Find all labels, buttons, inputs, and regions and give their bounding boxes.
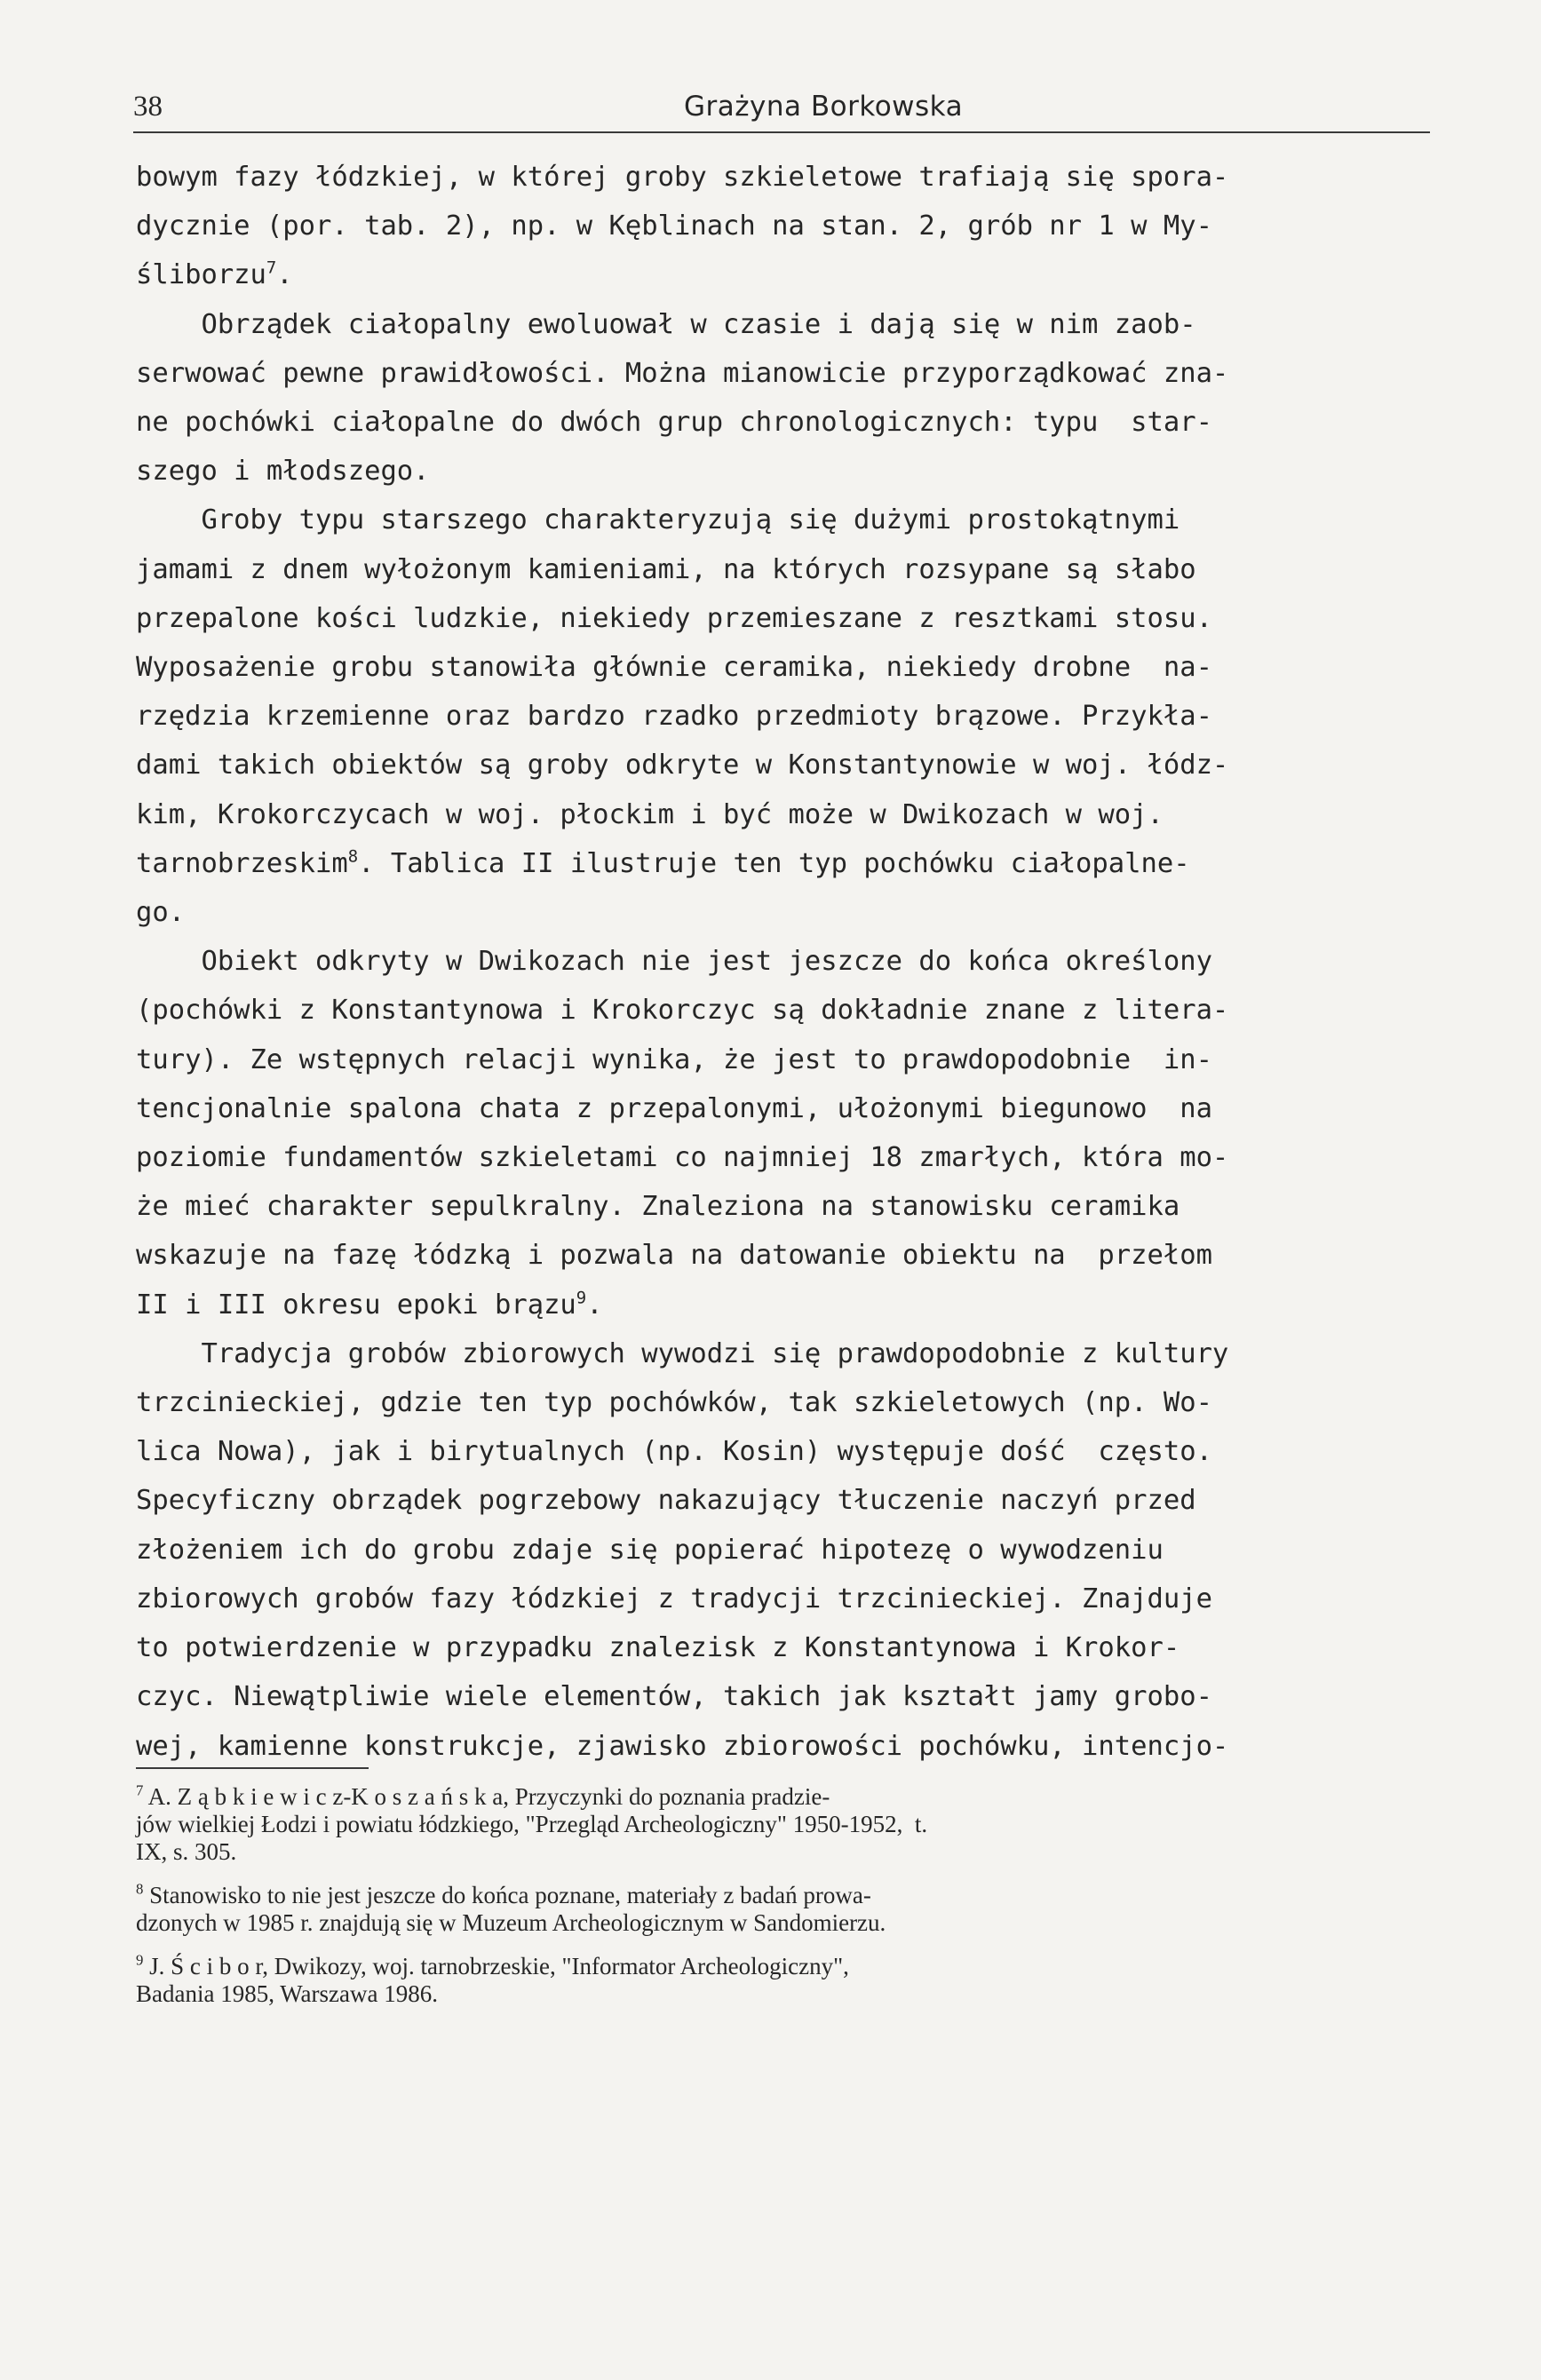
text-segment: . [276,259,293,291]
text-line [136,496,1433,544]
footnote-text: dzonych w 1985 r. znajdują się w Muzeum Archeologicznym w Sandomierzu. [136,1909,886,1936]
text-segment: Specyficzny obrządek pogrzebowy nakazujący tłuczenie naczyń przed [136,1485,1196,1517]
footnote-line [136,1783,1433,1811]
text-line [136,643,1433,692]
footnote-line [136,1909,1433,1937]
text-segment: kim, Krokorczycach w woj. płockim i być może w Dwikozach w woj. [136,798,1164,830]
page-number: 38 [133,91,163,123]
text-segment: wej, kamienne konstrukcje, zjawisko zbiorowości pochówku, intencjo- [136,1730,1229,1762]
text-segment: złożeniem ich do grobu zdaje się popierać hipotezę o wywodzeniu [136,1534,1164,1566]
text-line [136,153,1433,202]
text-segment: tury). Ze wstępnych relacji wynika, że jest to prawdopodobnie in- [136,1043,1212,1075]
body-text [136,153,1433,1771]
footnote [136,1953,1433,2008]
text-segment: tarnobrzeskim [136,847,348,879]
text-line [136,250,1433,299]
running-head: Grażyna Borkowska [684,91,964,123]
footnote-line [136,1882,1433,1909]
text-segment: go. [136,897,186,929]
text-segment: serwować pewne prawidłowości. Można mianowicie przyporządkować zna- [136,357,1229,389]
footnote-text: IX, s. 305. [136,1838,237,1865]
text-segment: śliborzu [136,259,266,291]
footnote-number: 7 [136,1781,144,1799]
footnote [136,1882,1433,1937]
text-segment: Wyposażenie grobu stanowiła głównie ceramika, niekiedy drobne na- [136,652,1212,684]
text-segment: lica Nowa), jak i birytualnych (np. Kosin) występuje dość często. [136,1436,1212,1468]
text-segment: trzcinieckiej, gdzie ten typ pochówków, tak szkieletowych (np. Wo- [136,1387,1212,1419]
footnote-line [136,1980,1433,2008]
footnote-text: Badania 1985, Warszawa 1986. [136,1980,438,2007]
text-line [136,1476,1433,1525]
text-segment: Obiekt odkryty w Dwikozach nie jest jeszcze do końca określony [136,946,1212,978]
text-line [136,1427,1433,1476]
page-header [133,89,1430,133]
text-segment: tencjonalnie spalona chata z przepalonymi, ułożonymi biegunowo na [136,1092,1212,1124]
footnote-line [136,1838,1433,1866]
text-line [136,1281,1433,1329]
text-line [136,986,1433,1035]
text-segment: . [586,1289,603,1321]
footnote-marker: 8 [347,846,359,867]
text-line [136,1231,1433,1280]
text-line [136,741,1433,789]
text-segment: Tradycja grobów zbiorowych wywodzi się prawdopodobnie z kultury [136,1337,1229,1369]
footnote-line [136,1811,1433,1838]
text-line [136,1378,1433,1427]
text-segment: (pochówki z Konstantynowa i Krokorczyc są dokładnie znane z litera- [136,995,1229,1027]
text-line [136,692,1433,741]
footnote [136,1783,1433,1866]
text-line [136,888,1433,937]
text-segment: szego i młodszego. [136,456,430,488]
text-segment: dycznie (por. tab. 2), np. w Kęblinach na stan. 2, grób nr 1 w My- [136,210,1212,242]
text-line [136,447,1433,496]
footnote-gap [136,1937,1433,1953]
text-segment: Obrządek ciałopalny ewoluował w czasie i dają się w nim zaob- [136,308,1196,340]
text-line [136,1526,1433,1575]
text-segment: zbiorowych grobów fazy łódzkiej z tradycji trzcinieckiej. Znajduje [136,1583,1212,1614]
text-line [136,1035,1433,1084]
footnote-text: J. Ś c i b o r, Dwikozy, woj. tarnobrzeskie, "Informator Archeologiczny", [143,1953,849,1979]
text-line [136,790,1433,839]
text-segment: Groby typu starszego charakteryzują się dużymi prostokątnymi [136,504,1180,536]
text-line [136,1672,1433,1721]
text-line [136,1133,1433,1182]
text-line [136,1623,1433,1672]
text-segment: rzędzia krzemienne oraz bardzo rzadko przedmioty brązowe. Przykła- [136,701,1212,733]
footnote-gap [136,1866,1433,1882]
footnote-text: Stanowisko to nie jest jeszcze do końca poznane, materiały z badań prowa- [143,1882,871,1908]
text-segment: bowym fazy łódzkiej, w której groby szkieletowe trafiają się spora- [136,162,1229,193]
text-segment: przepalone kości ludzkie, niekiedy przemieszane z resztkami stosu. [136,602,1212,634]
footnote-text: jów wielkiej Łodzi i powiatu łódzkiego, "Przegląd Archeologiczny" 1950-1952, t. [136,1811,928,1837]
text-segment: II i III okresu epoki brązu [136,1289,576,1321]
text-segment: to potwierdzenie w przypadku znalezisk z Konstantynowa i Krokor- [136,1632,1180,1664]
footnote-number: 8 [136,1880,144,1898]
text-line [136,1084,1433,1133]
text-line [136,349,1433,398]
text-line [136,398,1433,447]
text-segment: wskazuje na fazę łódzką i pozwala na datowanie obiektu na przełom [136,1240,1212,1272]
footnote-rule [136,1767,369,1769]
text-line [136,594,1433,643]
footnote-number: 9 [136,1951,144,1969]
text-line [136,1722,1433,1771]
text-segment: poziomie fundamentów szkieletami co najmniej 18 zmarłych, która mo- [136,1142,1229,1174]
text-line [136,1329,1433,1378]
text-segment: że mieć charakter sepulkralny. Znaleziona na stanowisku ceramika [136,1191,1180,1223]
text-line [136,937,1433,986]
text-segment: jamami z dnem wyłożonym kamieniami, na których rozsypane są słabo [136,553,1196,585]
text-line [136,545,1433,594]
text-segment: dami takich obiektów są groby odkryte w Konstantynowie w woj. łódz- [136,750,1229,781]
text-line [136,1182,1433,1231]
footnote-marker: 7 [266,258,277,278]
text-line [136,1575,1433,1623]
text-segment: ne pochówki ciałopalne do dwóch grup chronologicznych: typu star- [136,407,1212,439]
footnote-text: A. Z ą b k i e w i c z-K o s z a ń s k a, Przyczynki do poznania pradzie- [143,1783,830,1810]
text-line [136,202,1433,250]
footnotes [136,1783,1433,2008]
text-line [136,300,1433,349]
text-segment: . Tablica II ilustruje ten typ pochówku ciałopalne- [358,847,1190,879]
footnote-marker: 9 [576,1287,587,1307]
footnote-line [136,1953,1433,1980]
text-line [136,839,1433,888]
text-segment: czyc. Niewątpliwie wiele elementów, takich jak kształt jamy grobo- [136,1681,1212,1713]
